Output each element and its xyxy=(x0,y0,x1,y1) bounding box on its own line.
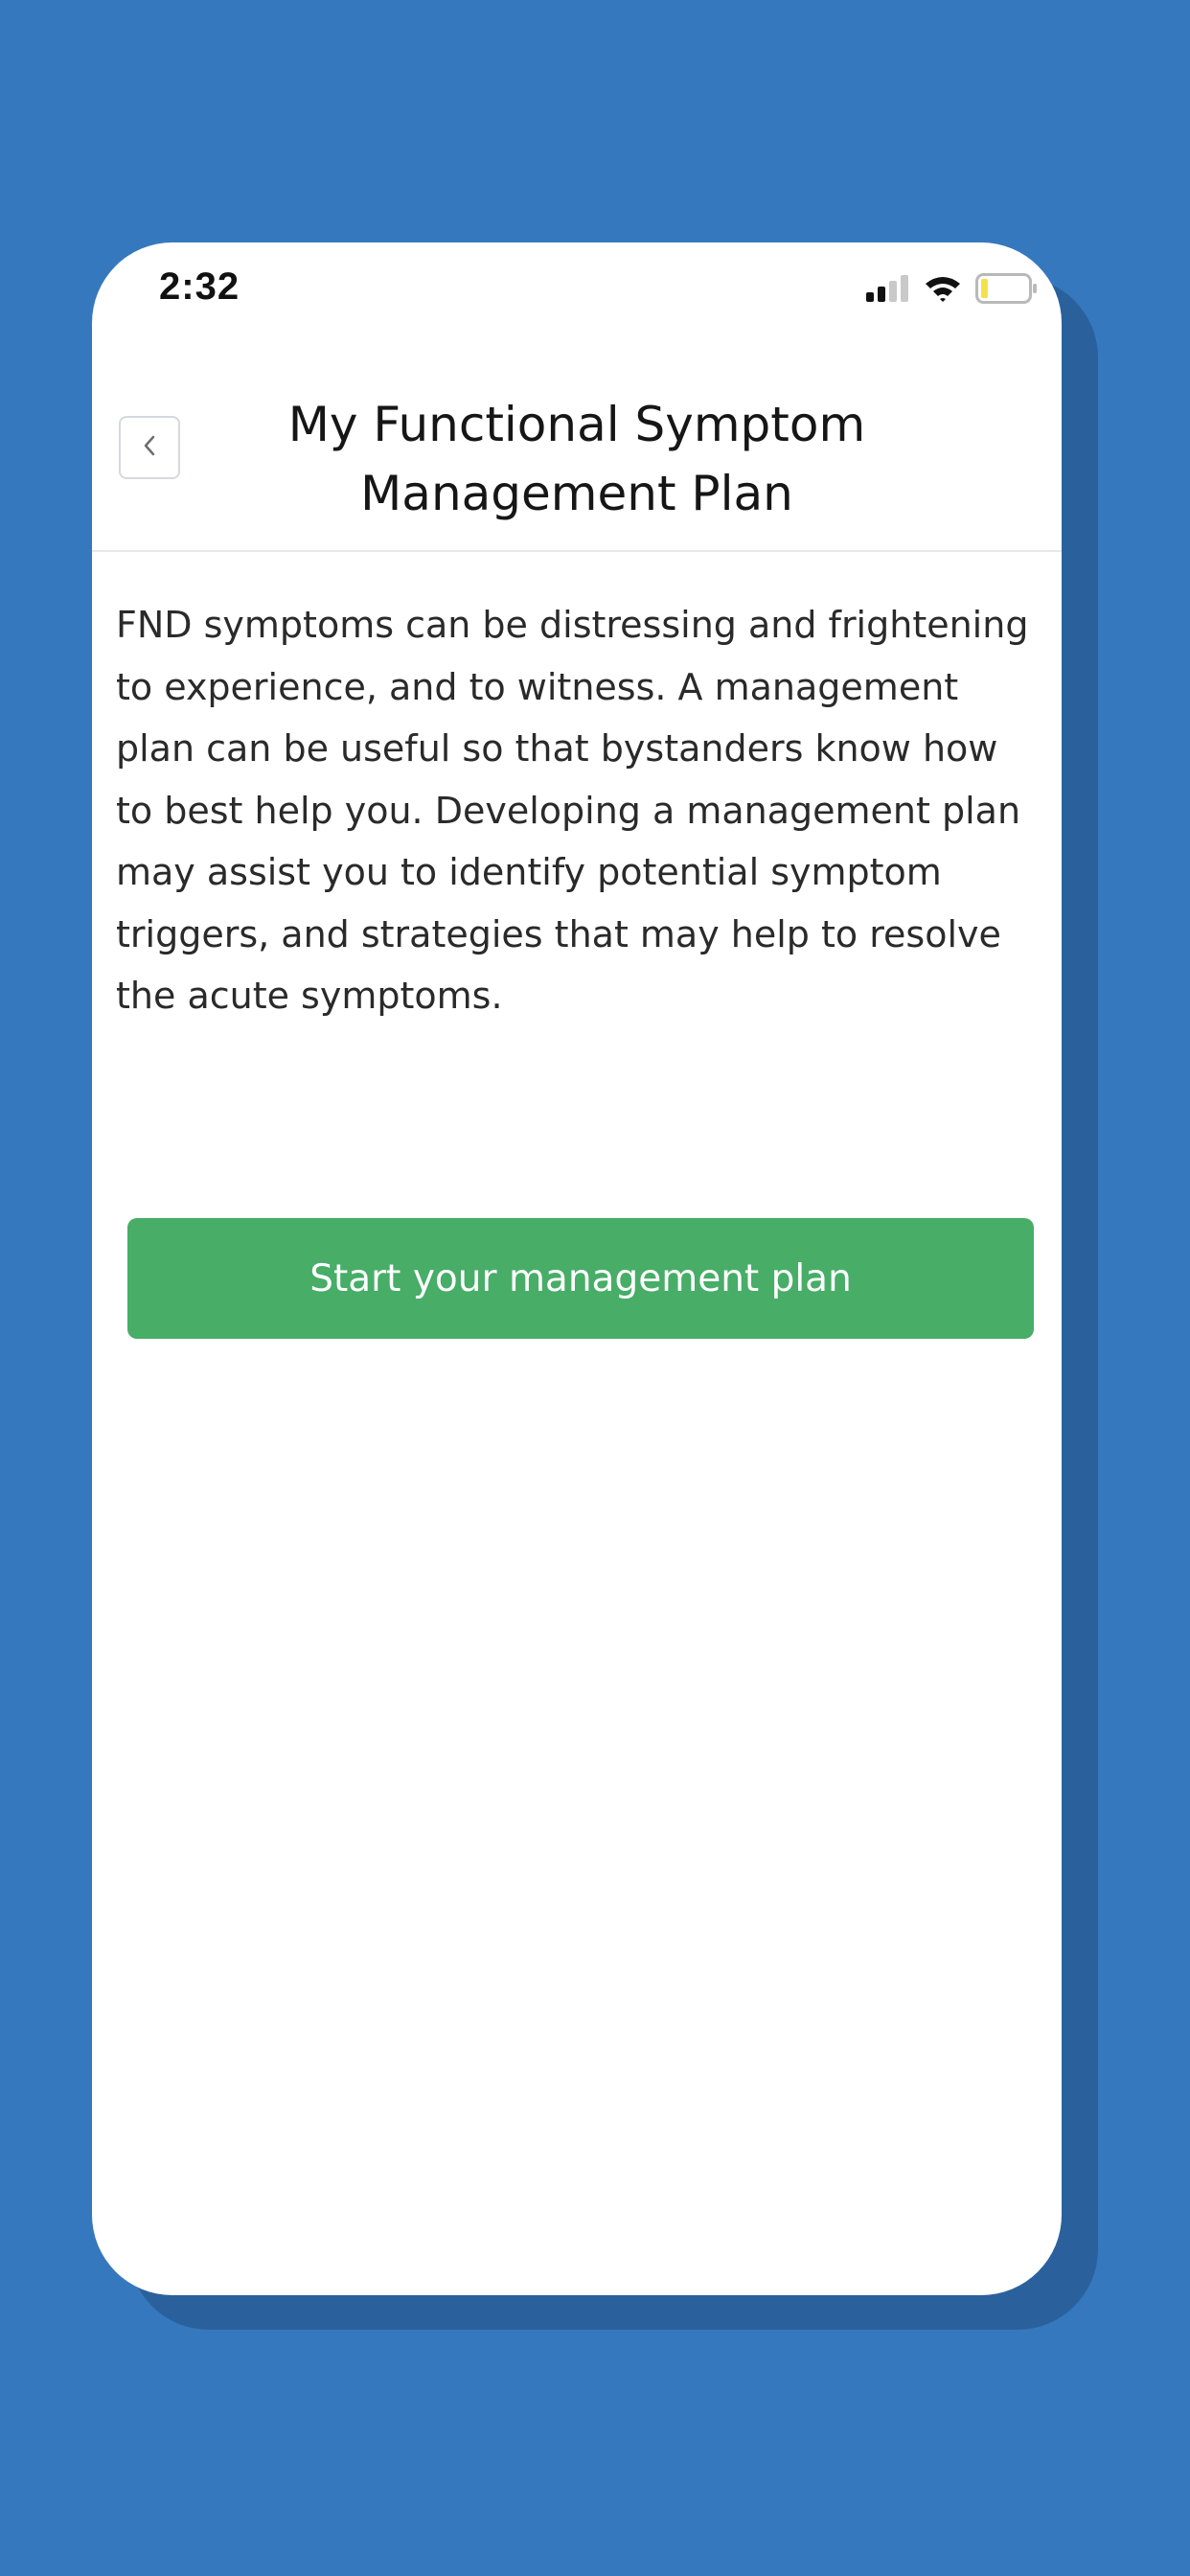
phone-screen xyxy=(92,242,1062,2295)
page-title: My Functional Symptom Management Plan xyxy=(287,397,866,521)
battery-icon xyxy=(975,273,1039,308)
start-management-plan-button[interactable]: Start your management plan xyxy=(127,1218,1034,1339)
wifi-icon xyxy=(924,274,962,307)
status-icons xyxy=(866,273,1039,308)
page-header xyxy=(92,338,1062,552)
intro-paragraph: FND symptoms can be distressing and frightening to experience, and to witness. A management plan can be useful so that bystanders know how to best help you. Developing a management plan may assist you to identify potential symptom triggers, and strategies that may help to resolve the acute symptoms. xyxy=(116,604,1029,1017)
back-button[interactable] xyxy=(119,416,180,479)
status-bar xyxy=(92,242,1062,338)
cellular-signal-icon xyxy=(866,275,910,306)
chevron-left-icon xyxy=(140,431,159,464)
status-time: 2:32 xyxy=(159,265,240,308)
